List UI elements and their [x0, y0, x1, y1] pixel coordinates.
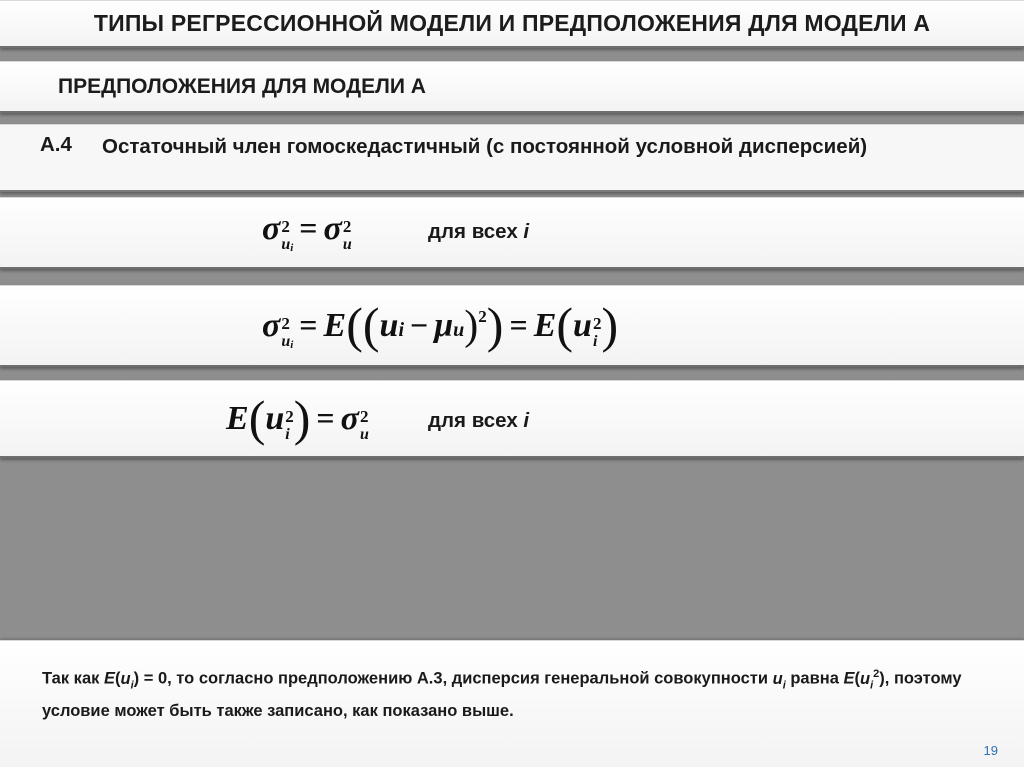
assumption-band	[0, 124, 1024, 192]
title-bar	[0, 0, 1024, 48]
formula-3-note: для всех i	[428, 409, 530, 432]
assumption-id: А.4	[40, 133, 72, 156]
formula-band-3	[0, 380, 1024, 458]
formula-variance-definition: σ 2 $u_i$ = E((ui − μu)2) = E(u 2 i )	[262, 297, 619, 353]
formula-1-note: для всех i	[428, 220, 530, 243]
assumption-text: Остаточный член гомоскедастичный (с постоянной условной дисперсией)	[102, 135, 868, 158]
slide-subtitle: ПРЕДПОЛОЖЕНИЯ ДЛЯ МОДЕЛИ А	[58, 75, 426, 98]
page-number: 19	[983, 743, 998, 758]
formula-band-1	[0, 197, 1024, 269]
explanation-text: Так как $E(u_i) = 0$, то согласно предположению А.3, дисперсия генеральной совокупности $u_i$ равна $E(u_i^2)$, поэтому условие может быть также записано, как показано выше.	[42, 668, 962, 720]
subtitle-bar	[0, 61, 1024, 113]
slide-title: ТИПЫ РЕГРЕССИОННОЙ МОДЕЛИ И ПРЕДПОЛОЖЕНИЯ ДЛЯ МОДЕЛИ А	[93, 10, 931, 36]
explanation-band	[0, 640, 1024, 767]
formula-variance-equal: σ 2 $u_i$ = σ 2 u	[262, 210, 352, 254]
formula-band-2	[0, 285, 1024, 367]
formula-expectation-equal: E(u 2 i ) = σ 2 u	[226, 390, 369, 446]
